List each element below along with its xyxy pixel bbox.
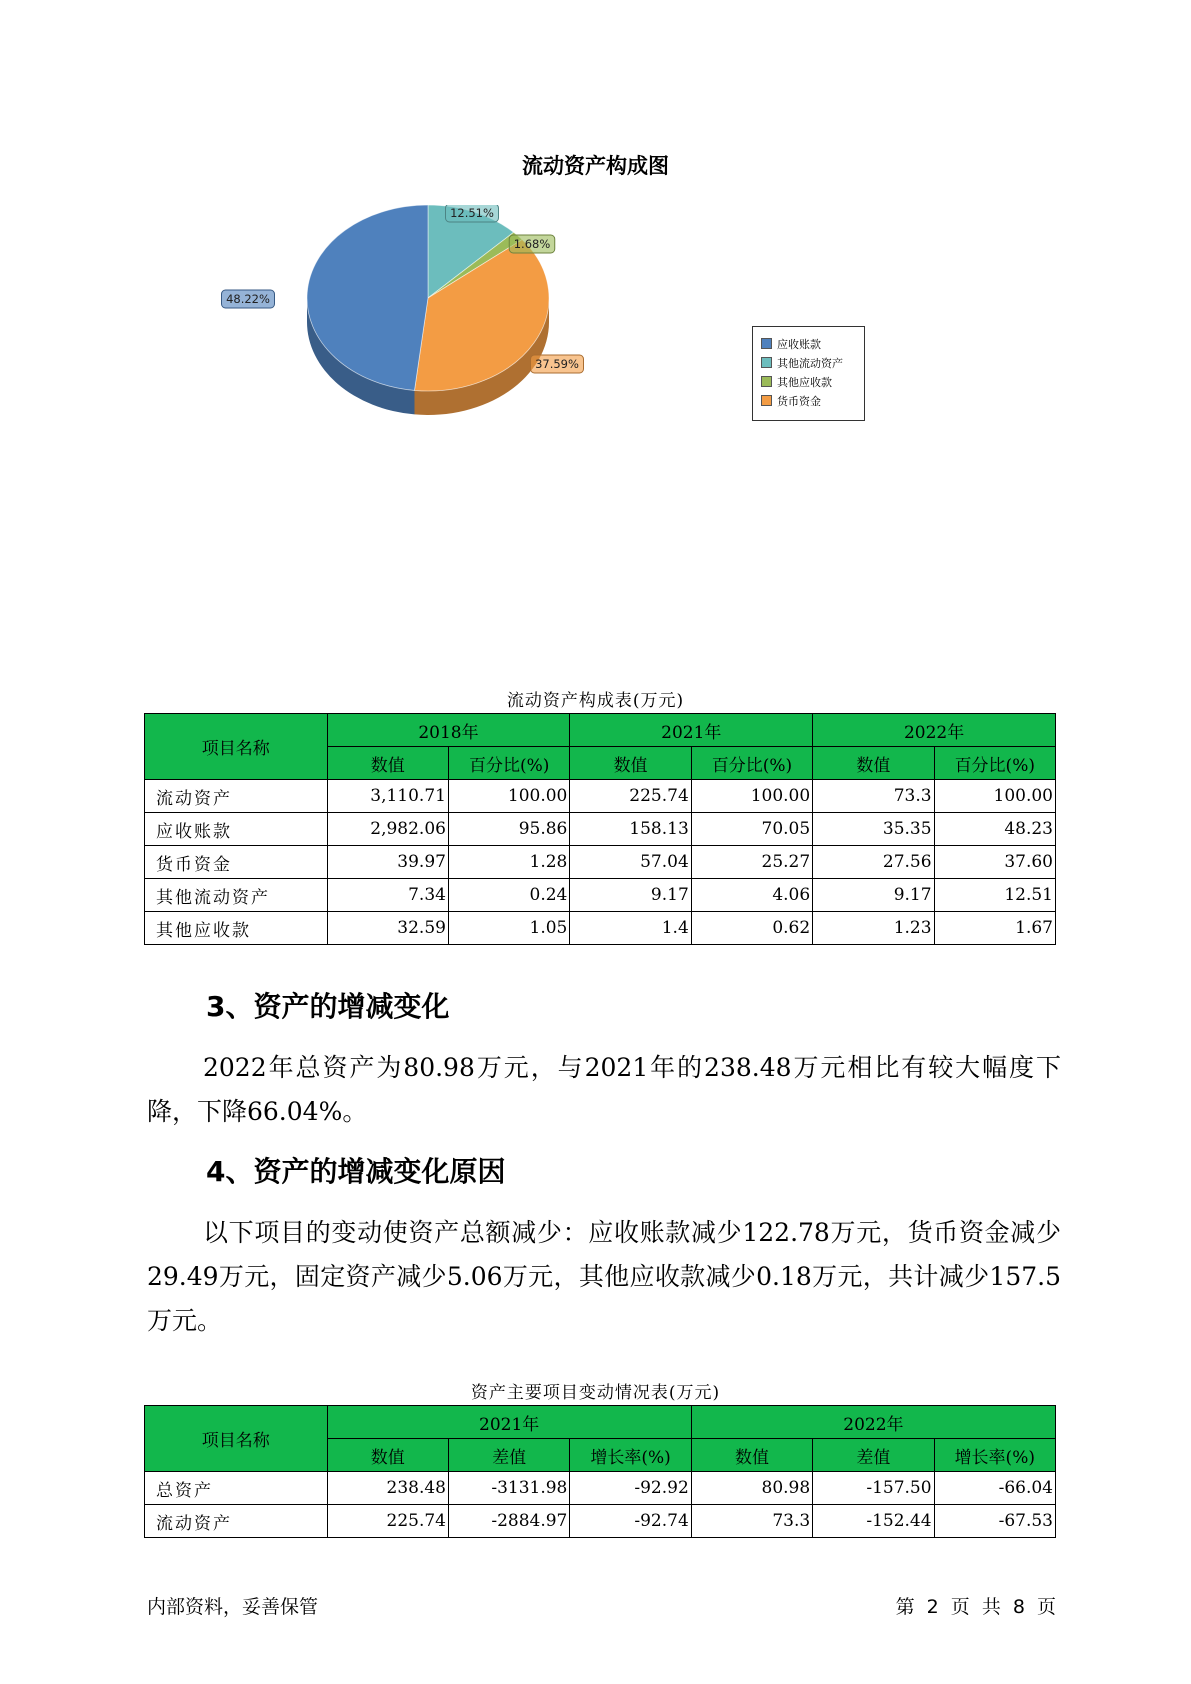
table2-sub-header: 差值 [813,1439,934,1472]
table-cell: 225.74 [327,1505,448,1538]
table-cell: 27.56 [813,846,934,879]
row-label: 其他应收款 [145,912,328,945]
row-label: 其他流动资产 [145,879,328,912]
table2-sub-header: 增长率(%) [570,1439,691,1472]
table-cell: -152.44 [813,1505,934,1538]
data-label [531,355,584,373]
table1-sub-header: 数值 [327,747,448,780]
table-cell: 9.17 [570,879,691,912]
table2-sub-header: 数值 [327,1439,448,1472]
table-cell: 95.86 [448,813,569,846]
table1-year-header: 2022年 [813,714,1056,747]
table2-year-header: 2021年 [327,1406,691,1439]
table-cell: 70.05 [691,813,812,846]
table-row [145,912,1056,945]
table-cell: 1.05 [448,912,569,945]
legend-label: 其他流动资产 [777,356,843,370]
svg-text:1.68%: 1.68% [513,237,551,251]
table2-name-header: 项目名称 [145,1406,328,1472]
section3-heading: 3、资产的增减变化 [206,990,450,1023]
table-row [145,1472,1056,1505]
table-cell: -92.74 [570,1505,691,1538]
table1-sub-header: 数值 [813,747,934,780]
asset-change-table [144,1405,1056,1538]
data-label [222,290,275,308]
table-cell: -157.50 [813,1472,934,1505]
table2-caption: 资产主要项目变动情况表(万元) [470,1383,721,1403]
table-cell: 25.27 [691,846,812,879]
table-cell: 100.00 [934,780,1055,813]
table-cell: 0.24 [448,879,569,912]
table-cell: -92.92 [570,1472,691,1505]
page-number: 第 2 页 共 8 页 [895,1596,1056,1618]
footer-note: 内部资料，妥善保管 [147,1596,319,1618]
data-label [509,235,555,253]
table2-sub-header: 数值 [691,1439,812,1472]
table1-sub-header: 百分比(%) [691,747,812,780]
table-cell: 225.74 [570,780,691,813]
table-cell: 12.51 [934,879,1055,912]
table1-sub-header: 百分比(%) [448,747,569,780]
table-cell: 1.28 [448,846,569,879]
table-row [145,813,1056,846]
table1-name-header: 项目名称 [145,714,328,780]
table-cell: 7.34 [327,879,448,912]
table-cell: -67.53 [934,1505,1055,1538]
section4-paragraph: 以下项目的变动使资产总额减少：应收账款减少122.78万元，货币资金减少29.49万元，固定资产减少5.06万元，其他应收款减少0.18万元，共计减少157.5万元。 [147,1218,1061,1335]
table-cell: 1.67 [934,912,1055,945]
legend-label: 货币资金 [777,394,821,408]
legend-item [753,391,864,410]
table1-sub-header: 数值 [570,747,691,780]
legend-item [753,372,864,391]
legend-swatch [761,357,772,368]
table-row [145,879,1056,912]
table1-caption: 流动资产构成表(万元) [506,691,685,711]
table-cell: 1.23 [813,912,934,945]
table-cell: 57.04 [570,846,691,879]
table-cell: -66.04 [934,1472,1055,1505]
table-cell: 73.3 [813,780,934,813]
table-cell: 37.60 [934,846,1055,879]
data-label [446,205,499,222]
table1-year-header: 2018年 [327,714,570,747]
table-cell: 100.00 [691,780,812,813]
table-row [145,1505,1056,1538]
table-cell: 80.98 [691,1472,812,1505]
svg-text:37.59%: 37.59% [535,357,579,371]
table-row [145,846,1056,879]
legend-swatch [761,338,772,349]
row-label: 总资产 [145,1472,328,1505]
table-cell: 9.17 [813,879,934,912]
legend-label: 其他应收款 [777,375,832,389]
legend-item [753,353,864,372]
row-label: 流动资产 [145,780,328,813]
table2-sub-header: 差值 [448,1439,569,1472]
row-label: 应收账款 [145,813,328,846]
table-cell: -3131.98 [448,1472,569,1505]
legend-swatch [761,376,772,387]
table-cell: 100.00 [448,780,569,813]
table1-sub-header: 百分比(%) [934,747,1055,780]
row-label: 货币资金 [145,846,328,879]
current-assets-table [144,713,1056,945]
table-cell: 48.23 [934,813,1055,846]
table-cell: 3,110.71 [327,780,448,813]
chart-legend [752,326,865,421]
table-cell: 35.35 [813,813,934,846]
row-label: 流动资产 [145,1505,328,1538]
table-cell: 39.97 [327,846,448,879]
table-row [145,780,1056,813]
table1-year-header: 2021年 [570,714,813,747]
table-cell: 0.62 [691,912,812,945]
svg-text:12.51%: 12.51% [450,206,494,220]
table-cell: 2,982.06 [327,813,448,846]
legend-label: 应收账款 [777,337,821,351]
section3-paragraph: 2022年总资产为80.98万元，与2021年的238.48万元相比有较大幅度下降，下降66.04%。 [147,1053,1061,1126]
table-cell: 73.3 [691,1505,812,1538]
svg-text:48.22%: 48.22% [226,292,270,306]
table-cell: 4.06 [691,879,812,912]
pie-chart [220,205,640,445]
table-cell: -2884.97 [448,1505,569,1538]
table-cell: 238.48 [327,1472,448,1505]
legend-item [753,334,864,353]
legend-swatch [761,395,772,406]
table-cell: 1.4 [570,912,691,945]
table2-sub-header: 增长率(%) [934,1439,1055,1472]
section4-heading: 4、资产的增减变化原因 [206,1155,506,1188]
table-cell: 32.59 [327,912,448,945]
table2-year-header: 2022年 [691,1406,1055,1439]
table-cell: 158.13 [570,813,691,846]
chart-title: 流动资产构成图 [522,154,669,178]
